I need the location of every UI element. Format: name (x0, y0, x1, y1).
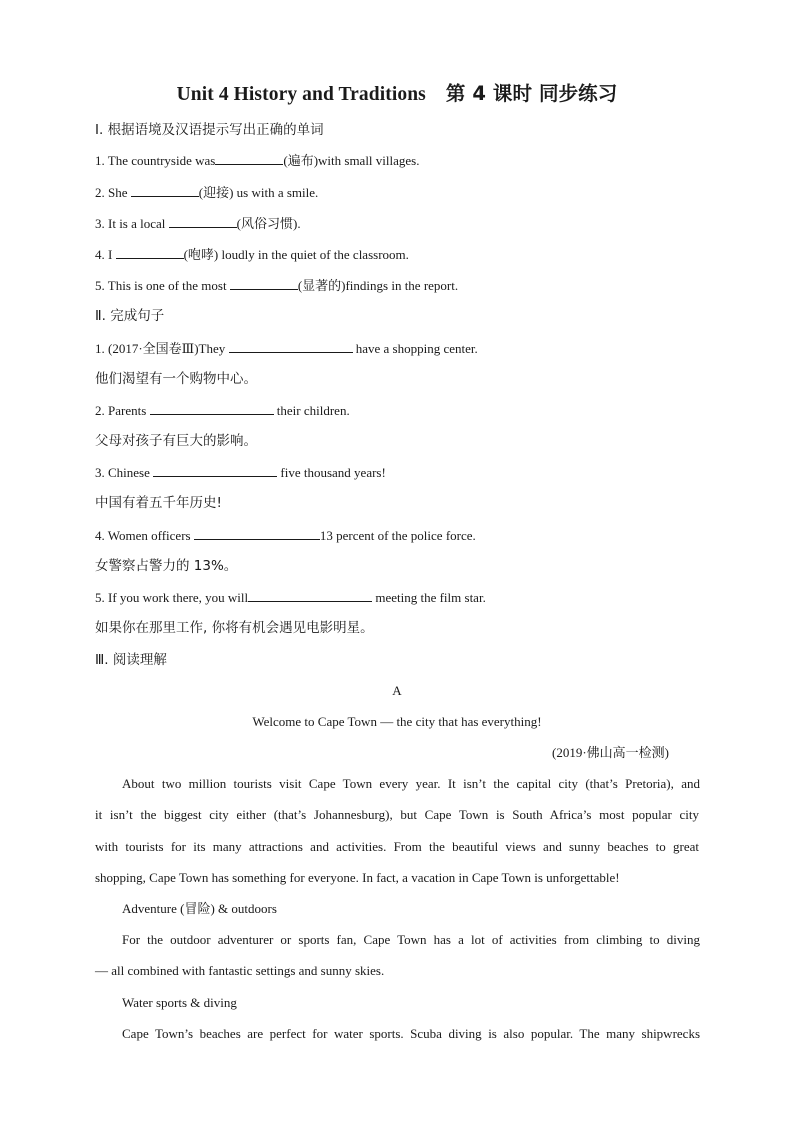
title-english: Unit 4 History and Traditions (176, 84, 426, 105)
passage-subheading: Water sports & diving (122, 995, 237, 1010)
passage-source: (2019·佛山高一检测) (552, 745, 669, 760)
passage-line: About two million tourists visit Cape Town every year. It isn’t the capital city (that’s Pretoria), and (122, 776, 700, 791)
s2-item-5: 5. If you work there, you will meeting the film star. (95, 590, 486, 605)
passage-line: Cape Town’s beaches are perfect for water sports. Scuba diving is also popular. The many shipwrecks (122, 1026, 700, 1041)
s2-item-4: 4. Women officers 13 percent of the police force. (95, 528, 476, 543)
passage-letter: A (392, 683, 402, 698)
s2-item-2: 2. Parents their children. (95, 403, 350, 418)
s1-item-1: 1. The countryside was (遍布)with small villages. (95, 153, 420, 168)
passage-line: it isn’t the biggest city either (that’s Johannesburg), but Cape Town is South Africa’s most popular city (95, 807, 699, 822)
passage-subheading: Adventure (冒险) & outdoors (122, 901, 277, 916)
answer-blank[interactable] (153, 464, 277, 477)
s1-item-2: 2. She (迎接) us with a smile. (95, 185, 319, 200)
section-1-heading: Ⅰ. 根据语境及汉语提示写出正确的单词 (95, 122, 324, 138)
page-title (0, 78, 794, 106)
answer-blank[interactable] (169, 215, 237, 228)
passage-line: — all combined with fantastic settings and sunny skies. (95, 963, 385, 978)
passage-title: Welcome to Cape Town — the city that has everything! (252, 714, 542, 729)
passage-line: For the outdoor adventurer or sports fan, Cape Town has a lot of activities from climbing to diving (122, 932, 700, 947)
s1-item-4: 4. I (咆哮) loudly in the quiet of the classroom. (95, 247, 409, 262)
s2-item-3-translation: 中国有着五千年历史! (95, 495, 222, 511)
answer-blank[interactable] (215, 152, 283, 165)
s2-item-5-translation: 如果你在那里工作, 你将有机会遇见电影明星。 (95, 620, 374, 636)
s1-item-3: 3. It is a local (风俗习惯). (95, 216, 301, 231)
s1-item-5: 5. This is one of the most (显著的)findings in the report. (95, 278, 459, 293)
s2-item-4-translation: 女警察占警力的 13%。 (95, 558, 238, 574)
s2-item-1-translation: 他们渴望有一个购物中心。 (95, 371, 257, 387)
s2-item-1: 1. (2017·全国卷Ⅲ)They have a shopping center. (95, 341, 478, 356)
answer-blank[interactable] (116, 246, 184, 259)
answer-blank[interactable] (248, 589, 372, 602)
s2-item-3: 3. Chinese five thousand years! (95, 465, 386, 480)
section-2-heading: Ⅱ. 完成句子 (95, 308, 165, 324)
title-chinese: 第 4 课时 同步练习 (445, 82, 618, 105)
answer-blank[interactable] (230, 277, 298, 290)
answer-blank[interactable] (150, 402, 274, 415)
passage-line: shopping, Cape Town has something for everyone. In fact, a vacation in Cape Town is unforgettable! (95, 870, 620, 885)
answer-blank[interactable] (131, 184, 199, 197)
answer-blank[interactable] (194, 527, 320, 540)
s2-item-2-translation: 父母对孩子有巨大的影响。 (95, 433, 257, 449)
passage-line: with tourists for its many attractions and activities. From the beautiful views and sunny beaches to great (95, 839, 699, 854)
section-3-heading: Ⅲ. 阅读理解 (95, 652, 167, 668)
answer-blank[interactable] (229, 340, 353, 353)
